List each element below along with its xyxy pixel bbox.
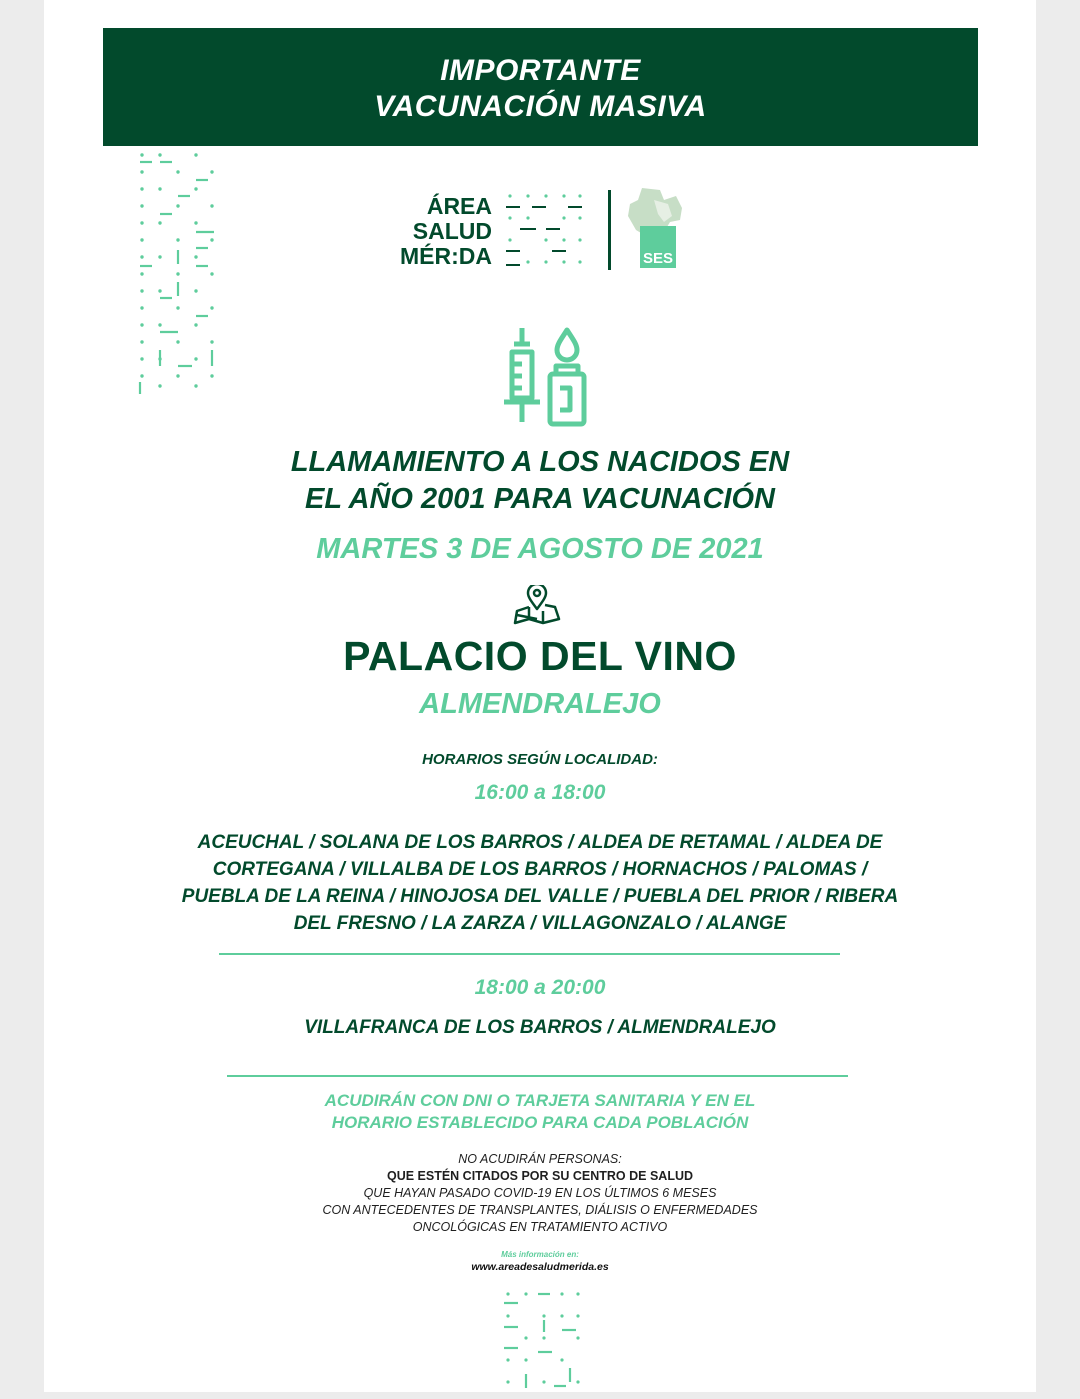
poster [44, 0, 1036, 1392]
exclusions-heading: NO ACUDIRÁN PERSONAS: [458, 1152, 622, 1166]
exclusions-list [44, 1151, 1036, 1236]
locations-slot-1-line-3: PUEBLA DE LA REINA / HINOJOSA DEL VALLE / PUEBLA DEL PRIOR / RIBERA [181, 886, 899, 907]
exclusion-item-1: QUE ESTÉN CITADOS POR SU CENTRO DE SALUD [386, 1169, 694, 1183]
extremadura-map-icon [624, 186, 686, 272]
logo-line-3: MÉR:DA [400, 243, 492, 269]
event-date: MARTES 3 DE AGOSTO DE 2021 [316, 533, 764, 565]
schedule-heading: HORARIOS SEGÚN LOCALIDAD: [422, 751, 658, 768]
logo-dot-pattern [506, 192, 586, 268]
dot-pattern-left [138, 150, 218, 395]
divider-2 [227, 1075, 848, 1077]
ses-label: SES [642, 250, 674, 267]
logo-divider [608, 190, 611, 270]
more-info-label: Más información en: [501, 1250, 579, 1259]
logo-line-2: SALUD [412, 218, 492, 244]
locations-slot-2: VILLAFRANCA DE LOS BARROS / ALMENDRALEJO [304, 1017, 776, 1038]
logo-line-1: ÁREA [426, 193, 492, 219]
banner-subtitle: VACUNACIÓN MASIVA [374, 90, 707, 123]
area-salud-merida-logo [364, 194, 492, 269]
locations-slot-1-line-4: DEL FRESNO / LA ZARZA / VILLAGONZALO / ALANGE [293, 913, 787, 934]
locations-slot-1-line-1: ACEUCHAL / SOLANA DE LOS BARROS / ALDEA DE RETAMAL / ALDEA DE [197, 832, 883, 853]
headline-line-2: EL AÑO 2001 PARA VACUNACIÓN [305, 483, 775, 515]
id-notice-line-1: ACUDIRÁN CON DNI O TARJETA SANITARIA Y EN EL [324, 1091, 756, 1110]
id-notice [44, 1090, 1036, 1134]
map-pin-icon [513, 585, 561, 627]
locations-slot-1-line-2: CORTEGANA / VILLALBA DE LOS BARROS / HORNACHOS / PALOMAS / [212, 859, 868, 880]
dot-pattern-bottom [504, 1290, 584, 1392]
venue-name: PALACIO DEL VINO [343, 633, 737, 679]
venue-town: ALMENDRALEJO [419, 688, 661, 720]
header-banner [103, 28, 978, 146]
website-link[interactable]: www.areadesaludmerida.es [471, 1261, 609, 1273]
headline-line-1: LLAMAMIENTO A LOS NACIDOS EN [290, 446, 790, 478]
locations-slot-1 [169, 829, 911, 937]
id-notice-line-2: HORARIO ESTABLECIDO PARA CADA POBLACIÓN [331, 1113, 749, 1132]
time-slot-2: 18:00 a 20:00 [474, 976, 606, 999]
time-slot-1: 16:00 a 18:00 [474, 781, 606, 804]
divider-1 [219, 953, 840, 955]
exclusion-item-3: CON ANTECEDENTES DE TRANSPLANTES, DIÁLISIS O ENFERMEDADES [322, 1203, 758, 1217]
exclusion-item-4: ONCOLÓGICAS EN TRATAMIENTO ACTIVO [412, 1220, 668, 1234]
ses-logo [624, 186, 686, 277]
exclusion-item-2: QUE HAYAN PASADO COVID-19 EN LOS ÚLTIMOS 6 MESES [363, 1186, 717, 1200]
headline [44, 444, 1036, 518]
syringe-vial-icon [500, 326, 590, 430]
banner-title: IMPORTANTE [440, 54, 641, 87]
